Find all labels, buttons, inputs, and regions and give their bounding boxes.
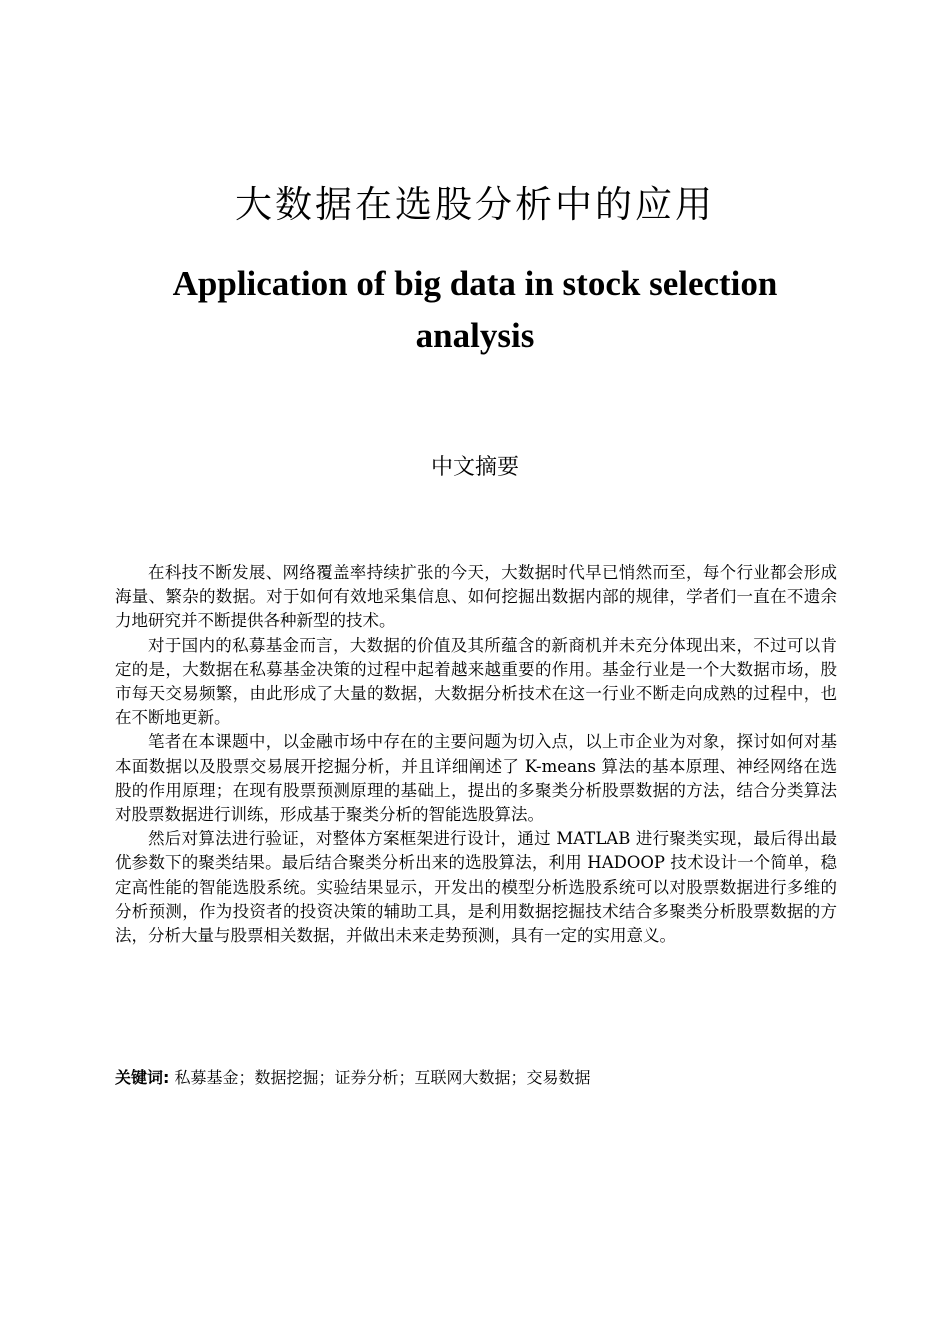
abstract-paragraph: 对于国内的私募基金而言，大数据的价值及其所蕴含的新商机并未充分体现出来，不过可以肯定的是，大数据在私募基金决策的过程中起着越来越重要的作用。基金行业是一个大数据市场，股市每天交易频繁，由此形成了大量的数据，大数据分析技术在这一行业不断走向成熟的过程中，也在不断地更新。 bbox=[115, 635, 837, 728]
abstract-body bbox=[115, 561, 837, 948]
keywords-label: 关键词: bbox=[115, 1068, 170, 1087]
abstract-paragraph: 笔者在本课题中，以金融市场中存在的主要问题为切入点，以上市企业为对象，探讨如何对基本面数据以及股票交易展开挖掘分析，并且详细阐述了 K-means 算法的基本原理、神经网络在选股的作用原理；在现有股票预测原理的基础上，提出的多聚类分析股票数据的方法，结合分类算法对股票数据进行训练，形成基于聚类分析的智能选股算法。 bbox=[115, 732, 837, 825]
abstract-heading: 中文摘要 bbox=[430, 455, 519, 480]
page-title-chinese: 大数据在选股分析中的应用 bbox=[235, 183, 715, 226]
keywords-text: 私募基金；数据挖掘；证券分析；互联网大数据；交易数据 bbox=[169, 1068, 591, 1087]
abstract-paragraph: 在科技不断发展、网络覆盖率持续扩张的今天，大数据时代早已悄然而至，每个行业都会形成海量、繁杂的数据。对于如何有效地采集信息、如何挖掘出数据内部的规律，学者们一直在不遗余力地研究并不断提供各种新型的技术。 bbox=[115, 563, 837, 631]
abstract-paragraph: 然后对算法进行验证，对整体方案框架进行设计，通过 MATLAB 进行聚类实现，最后得出最优参数下的聚类结果。最后结合聚类分析出来的选股算法，利用 HADOOP 技术设计一个简单，稳定高性能的智能选股系统。实验结果显示，开发出的模型分析选股系统可以对股票数据进行多维的分析预测，作为投资者的投资决策的辅助工具，是利用数据挖掘技术结合多聚类分析股票数据的方法，分析大量与股票相关数据，并做出未来走势预测，具有一定的实用意义。 bbox=[115, 829, 837, 946]
keywords-line bbox=[115, 1067, 837, 1089]
page-title-english: Application of big data in stock selection analysis bbox=[172, 264, 778, 355]
